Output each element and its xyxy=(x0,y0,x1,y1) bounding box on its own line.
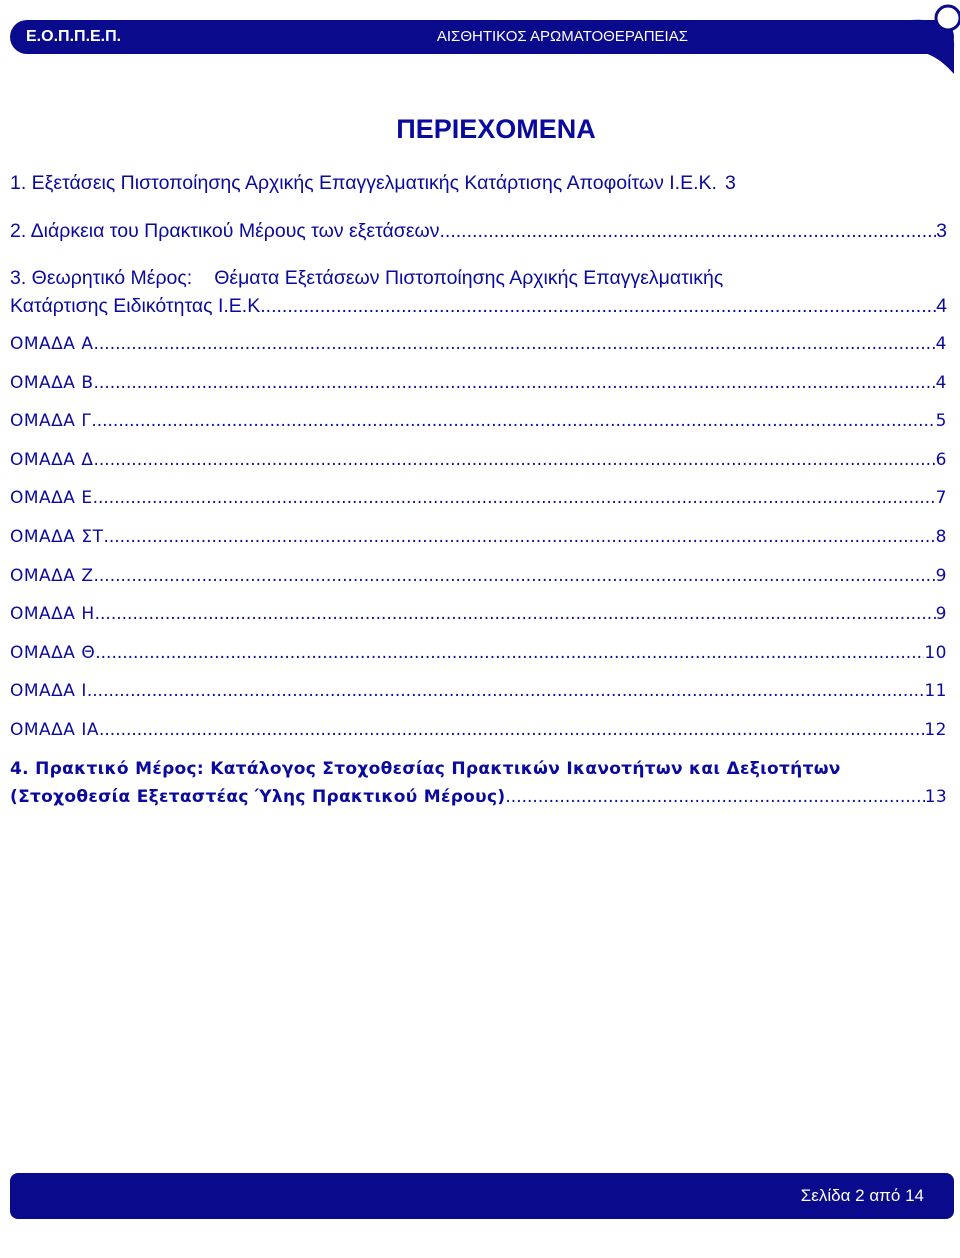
dot-leader xyxy=(103,527,935,547)
toc-entry-page: 13 xyxy=(924,787,947,807)
toc-group-page: 12 xyxy=(924,720,947,740)
dot-leader xyxy=(266,295,936,318)
page-title: ΠΕΡΙΕΧΟΜΕΝΑ xyxy=(396,114,596,144)
toc-group-label: ΟΜΑΔΑ ΣΤ xyxy=(10,527,104,547)
toc-group-label: ΟΜΑΔΑ ΙΑ xyxy=(10,720,99,740)
toc-entry-label: 4. Πρακτικό Μέρος: Κατάλογος Στοχοθεσίας Πρακτικών Ικανοτήτων και Δεξιοτήτων xyxy=(10,759,841,779)
dot-leader xyxy=(93,488,936,508)
toc-group-entry[interactable] xyxy=(10,450,947,470)
toc-group-page: 7 xyxy=(935,488,947,509)
toc-entry-2[interactable] xyxy=(10,220,947,243)
toc-entry-4-line1[interactable] xyxy=(10,759,841,779)
toc-entry-page: 3 xyxy=(724,172,736,194)
toc-group-entry[interactable] xyxy=(10,643,947,663)
toc-group-entry[interactable] xyxy=(10,604,947,624)
header-swoosh-decoration xyxy=(610,4,960,78)
toc-entry-page: 3 xyxy=(936,220,947,242)
toc-group-page: 9 xyxy=(935,604,947,625)
toc-group-entry[interactable] xyxy=(10,334,947,354)
toc-group-page: 9 xyxy=(935,565,947,586)
header-specialty: ΑΙΣΘΗΤΙΚΟΣ ΑΡΩΜΑΤΟΘΕΡΑΠΕΙΑΣ xyxy=(436,28,688,45)
toc-entry-4-line2[interactable] xyxy=(10,787,947,807)
header-organization: Ε.Ο.Π.Π.Ε.Π. xyxy=(26,28,122,45)
toc-group-label: ΟΜΑΔΑ Α xyxy=(10,334,94,354)
toc-group-label: ΟΜΑΔΑ Η xyxy=(10,604,95,625)
toc-entry-label: 1. Εξετάσεις Πιστοποίησης Αρχικής Επαγγελματικής Κατάρτισης Αποφοίτων Ι.Ε.Κ. xyxy=(10,172,717,194)
toc-entry-3-line1[interactable] xyxy=(10,267,723,290)
toc-entry-page: 4 xyxy=(936,295,947,317)
toc-group-label: ΟΜΑΔΑ Θ xyxy=(10,642,96,663)
dot-leader xyxy=(87,681,925,701)
dot-leader xyxy=(91,411,935,431)
toc-group-entry[interactable] xyxy=(10,373,947,393)
toc-group-entry[interactable] xyxy=(10,527,947,547)
toc-group-label: ΟΜΑΔΑ Β xyxy=(10,372,94,393)
toc-group-entry[interactable] xyxy=(10,488,947,508)
toc-entry-label-cont: Κατάρτισης Ειδικότητας Ι.Ε.Κ. xyxy=(10,295,266,317)
toc-entry-label: 3. Θεωρητικό Μέρος: xyxy=(10,267,193,289)
toc-group-page: 11 xyxy=(924,681,947,702)
dot-leader xyxy=(94,566,936,586)
toc-group-page: 4 xyxy=(935,372,947,393)
toc-group-page: 8 xyxy=(935,527,947,547)
toc-entry-1[interactable] xyxy=(10,172,947,195)
toc-entry-label: 2. Διάρκεια του Πρακτικού Μέρους των εξετάσεων xyxy=(10,220,440,242)
toc-group-page: 6 xyxy=(935,449,947,470)
toc-group-entry[interactable] xyxy=(10,681,947,701)
dot-leader xyxy=(95,604,936,624)
toc-group-entry[interactable] xyxy=(10,411,947,431)
toc-group-entry[interactable] xyxy=(10,720,947,740)
toc-group-label: ΟΜΑΔΑ Ζ xyxy=(10,565,94,586)
toc-group-page: 5 xyxy=(935,411,947,432)
toc-entry-3-line2[interactable] xyxy=(10,295,947,318)
page-footer-banner xyxy=(10,1173,954,1219)
dot-leader xyxy=(93,450,935,470)
dot-leader xyxy=(440,220,937,243)
toc-entry-label-cont: Θέματα Εξετάσεων Πιστοποίησης Αρχικής Επαγγελματικής xyxy=(214,267,724,289)
dot-leader xyxy=(99,720,924,740)
dot-leader xyxy=(94,373,936,393)
toc-entry-label-cont: (Στοχοθεσία Εξεταστέας Ύλης Πρακτικού Μέρους) xyxy=(10,787,506,807)
dot-leader xyxy=(505,787,924,807)
dot-leader xyxy=(93,334,935,354)
page-number-label: Σελίδα 2 από 14 xyxy=(800,1186,924,1205)
toc-group-label: ΟΜΑΔΑ Δ xyxy=(10,449,94,470)
toc-group-label: ΟΜΑΔΑ Ι xyxy=(10,681,87,702)
toc-group-label: ΟΜΑΔΑ Ε xyxy=(10,488,93,509)
toc-group-label: ΟΜΑΔΑ Γ xyxy=(10,411,92,432)
toc-group-entry[interactable] xyxy=(10,566,947,586)
dot-leader xyxy=(95,643,924,663)
toc-group-page: 10 xyxy=(924,642,947,663)
toc-group-page: 4 xyxy=(935,334,947,354)
